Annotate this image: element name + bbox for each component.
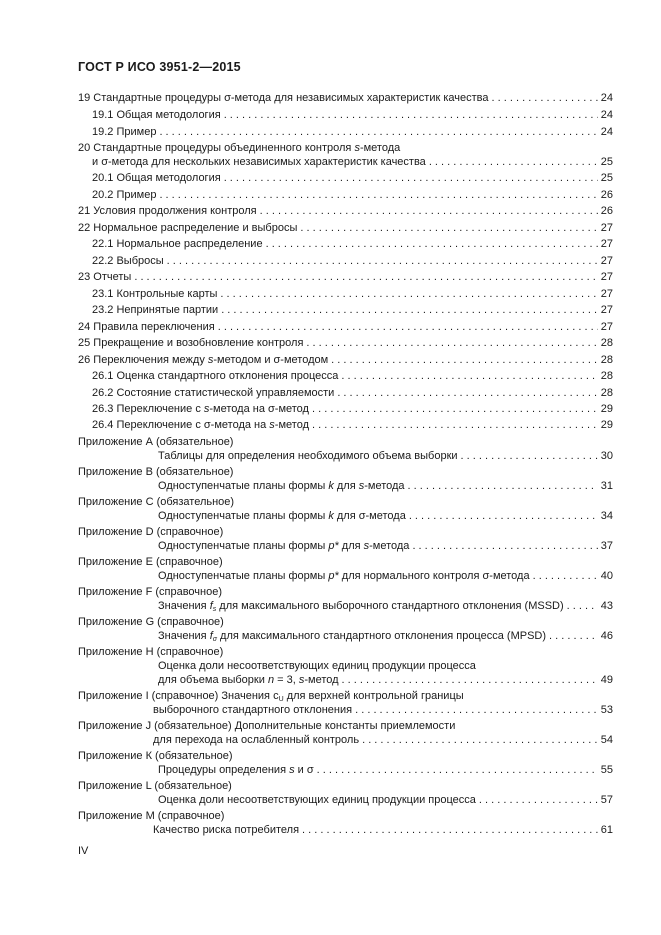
toc-entry-title: 20.2 Пример xyxy=(92,189,157,201)
toc-text: для объема выборки xyxy=(158,674,268,686)
toc-entry-title xyxy=(158,569,530,583)
toc-entry-title: и σ-метода для нескольких независимых характеристик качества xyxy=(92,156,426,168)
toc-text: Одноступенчатые планы формы xyxy=(158,570,329,582)
toc-entry-title xyxy=(158,509,406,523)
toc-entry-title xyxy=(158,479,405,493)
toc-entry-22-1[interactable] xyxy=(92,237,613,251)
toc-entry-21[interactable] xyxy=(78,204,613,218)
toc-entry-appendix-a[interactable] xyxy=(158,449,613,463)
appendix-b-heading: Приложение В (обязательное) xyxy=(78,466,234,478)
toc-entry-26-1[interactable] xyxy=(92,369,613,383)
toc-italic: s xyxy=(269,419,275,431)
toc-entry-20-1[interactable] xyxy=(92,171,613,185)
toc-text: Значения xyxy=(158,630,210,642)
toc-entry-title: выборочного стандартного отклонения xyxy=(153,704,353,716)
toc-entry-page: 55 xyxy=(600,764,613,776)
toc-entry-page: 28 xyxy=(600,387,613,399)
toc-entry-title: 21 Условия продолжения контроля xyxy=(78,205,257,217)
toc-italic: s xyxy=(298,674,305,686)
toc-text: Одноступенчатые планы формы xyxy=(158,480,329,492)
toc-text: для верхней контрольной границы xyxy=(283,690,464,702)
toc-entry-22-2[interactable] xyxy=(92,254,613,268)
appendix-m-heading: Приложение М (справочное) xyxy=(78,810,225,822)
toc-text: для максимального выборочного стандартного отклонения (MSSD) xyxy=(216,600,564,612)
toc-subscript: s xyxy=(212,606,217,613)
toc-entry-title: 22 Нормальное распределение и выбросы xyxy=(78,222,298,234)
toc-entry-page: 28 xyxy=(600,337,613,349)
toc-entry-title xyxy=(92,402,309,416)
appendix-g-heading: Приложение G (справочное) xyxy=(78,616,224,628)
toc-entry-title: для перехода на ослабленный контроль xyxy=(153,734,360,746)
toc-entry-title: 25 Прекращение и возобновление контроля xyxy=(78,337,304,349)
toc-italic: k xyxy=(328,510,334,522)
toc-entry-19[interactable] xyxy=(78,91,613,105)
toc-entry-title: 26.1 Оценка стандартного отклонения процесса xyxy=(92,370,339,382)
toc-text: для xyxy=(333,480,359,492)
toc-text: и σ xyxy=(294,764,314,776)
toc-entry-appendix-h[interactable] xyxy=(158,673,613,687)
toc-entry-appendix-l[interactable] xyxy=(158,793,613,807)
toc-italic: f xyxy=(209,630,213,642)
toc-entry-page: 54 xyxy=(600,734,613,746)
toc-text: -метод xyxy=(304,674,339,686)
toc-italic: n xyxy=(267,674,275,686)
toc-entry-24[interactable] xyxy=(78,320,613,334)
toc-entry-title xyxy=(158,673,339,687)
toc-entry-title: 22.2 Выбросы xyxy=(92,255,164,267)
toc-entry-title xyxy=(78,353,328,367)
toc-entry-20-line1[interactable] xyxy=(78,141,400,155)
appendix-h-heading: Приложение Н (справочное) xyxy=(78,646,224,658)
toc-text: Процедуры определения xyxy=(158,764,290,776)
toc-entry-23-1[interactable] xyxy=(92,287,613,301)
toc-entry-19-2[interactable] xyxy=(92,125,613,139)
toc-entry-26-2[interactable] xyxy=(92,386,613,400)
toc-text: для нормального контроля σ-метода xyxy=(338,570,530,582)
toc-entry-title: 19 Стандартные процедуры σ-метода для независимых характеристик качества xyxy=(78,92,489,104)
toc-italic: k xyxy=(328,480,334,492)
toc-entry-title: 23.1 Контрольные карты xyxy=(92,288,218,300)
toc-italic: s xyxy=(203,403,210,415)
toc-entry-page: 27 xyxy=(600,238,613,250)
toc-text: -метода xyxy=(369,540,410,552)
toc-entry-title xyxy=(158,539,409,553)
toc-entry-page: 24 xyxy=(600,92,613,104)
toc-entry-appendix-b[interactable] xyxy=(158,479,613,493)
toc-entry-appendix-i[interactable] xyxy=(153,703,613,717)
toc-text: -метода xyxy=(364,480,405,492)
toc-entry-title: 24 Правила переключения xyxy=(78,321,215,333)
toc-entry-page: 29 xyxy=(600,403,613,415)
toc-italic: p* xyxy=(328,540,339,552)
appendix-j-heading: Приложение J (обязательное) Дополнительные константы приемлемости xyxy=(78,720,456,732)
appendix-a-heading: Приложение А (обязательное) xyxy=(78,436,234,448)
toc-entry-title: 23.2 Непринятые партии xyxy=(92,304,219,316)
toc-text: Приложение I (справочное) Значения c xyxy=(78,690,279,702)
toc-text: для xyxy=(338,540,364,552)
toc-entry-page: 40 xyxy=(600,570,613,582)
page-number: IV xyxy=(78,845,89,857)
toc-text: Значения xyxy=(158,600,210,612)
toc-subscript: σ xyxy=(212,636,217,643)
appendix-c-heading: Приложение С (обязательное) xyxy=(78,496,235,508)
toc-entry-page: 53 xyxy=(600,704,613,716)
toc-entry-page: 31 xyxy=(600,480,613,492)
toc-entry-page: 24 xyxy=(600,126,613,138)
toc-entry-page: 25 xyxy=(600,156,613,168)
appendix-d-heading: Приложение D (справочное) xyxy=(78,526,224,538)
toc-text: 20 Стандартные процедуры объединенного контроля xyxy=(78,142,355,154)
toc-entry-26[interactable] xyxy=(78,353,613,367)
appendix-e-heading: Приложение Е (справочное) xyxy=(78,556,223,568)
toc-entry-page: 61 xyxy=(600,824,613,836)
appendix-h-title-line1: Оценка доли несоответствующих единиц продукции процесса xyxy=(158,660,476,672)
toc-entry-appendix-m[interactable] xyxy=(153,823,613,837)
toc-entry-appendix-c[interactable] xyxy=(158,509,613,523)
toc-entry-23-2[interactable] xyxy=(92,303,613,317)
toc-entry-page: 26 xyxy=(600,205,613,217)
toc-italic: s xyxy=(289,764,295,776)
toc-entry-page: 34 xyxy=(600,510,613,522)
toc-entry-appendix-e[interactable] xyxy=(158,569,613,583)
toc-entry-23[interactable] xyxy=(78,270,613,284)
toc-italic: s xyxy=(363,540,370,552)
toc-entry-page: 30 xyxy=(600,450,613,462)
appendix-f-heading: Приложение F (справочное) xyxy=(78,586,223,598)
appendix-k-heading: Приложение К (обязательное) xyxy=(78,750,233,762)
toc-text: = 3, xyxy=(274,674,299,686)
toc-subscript: U xyxy=(278,696,284,703)
toc-entry-page: 57 xyxy=(600,794,613,806)
toc-entry-page: 46 xyxy=(600,630,613,642)
toc-entry-page: 37 xyxy=(600,540,613,552)
toc-entry-20-2[interactable] xyxy=(92,188,613,202)
toc-text: 26 Переключения между xyxy=(78,354,208,366)
toc-entry-page: 27 xyxy=(600,255,613,267)
toc-entry-title: Качество риска потребителя xyxy=(153,824,300,836)
toc-italic: s xyxy=(358,480,365,492)
toc-entry-page: 24 xyxy=(600,109,613,121)
toc-entry-page: 27 xyxy=(600,304,613,316)
toc-entry-title xyxy=(158,763,314,777)
toc-entry-title: Оценка доли несоответствующих единиц продукции процесса xyxy=(158,794,476,806)
toc-entry-page: 27 xyxy=(600,271,613,283)
toc-text: Одноступенчатые планы формы xyxy=(158,540,329,552)
toc-entry-appendix-d[interactable] xyxy=(158,539,613,553)
toc-entry-appendix-j[interactable] xyxy=(153,733,613,747)
toc-entry-title: 23 Отчеты xyxy=(78,271,132,283)
toc-entry-title xyxy=(92,418,309,432)
appendix-l-heading: Приложение L (обязательное) xyxy=(78,780,232,792)
toc-entry-20[interactable] xyxy=(92,155,613,169)
toc-text: -метод xyxy=(274,419,309,431)
appendix-i-heading xyxy=(78,689,464,703)
toc-entry-page: 28 xyxy=(600,370,613,382)
toc-text: -метода xyxy=(359,142,401,154)
toc-entry-19-1[interactable] xyxy=(92,108,613,122)
toc-entry-appendix-g[interactable] xyxy=(158,629,613,643)
toc-text: -метода на σ-метод xyxy=(209,403,309,415)
toc-entry-title: 19.2 Пример xyxy=(92,126,157,138)
toc-entry-title: Таблицы для определения необходимого объема выборки xyxy=(158,450,458,462)
toc-entry-22[interactable] xyxy=(78,221,613,235)
toc-italic: s xyxy=(207,354,214,366)
toc-entry-title: 20.1 Общая методология xyxy=(92,172,221,184)
toc-entry-page: 27 xyxy=(600,288,613,300)
toc-entry-page: 49 xyxy=(600,674,613,686)
toc-entry-page: 28 xyxy=(600,354,613,366)
toc-text: для σ-метода xyxy=(333,510,406,522)
toc-entry-page: 27 xyxy=(600,222,613,234)
toc-entry-title: 19.1 Общая методология xyxy=(92,109,221,121)
toc-entry-page: 43 xyxy=(600,600,613,612)
toc-entry-page: 26 xyxy=(600,189,613,201)
toc-text: 26.3 Переключение с xyxy=(92,403,204,415)
document-header: ГОСТ Р ИСО 3951-2—2015 xyxy=(78,60,241,74)
toc-entry-page: 29 xyxy=(600,419,613,431)
toc-entry-appendix-f[interactable] xyxy=(158,599,613,613)
toc-entry-26-3[interactable] xyxy=(92,402,613,416)
toc-text: Одноступенчатые планы формы xyxy=(158,510,329,522)
toc-text: 26.4 Переключение с σ-метода на xyxy=(92,419,270,431)
toc-text: для максимального стандартного отклонения процесса (MPSD) xyxy=(216,630,547,642)
toc-entry-26-4[interactable] xyxy=(92,418,613,432)
toc-entry-page: 27 xyxy=(600,321,613,333)
toc-italic: f xyxy=(209,600,213,612)
toc-italic: s xyxy=(354,142,360,154)
toc-entry-25[interactable] xyxy=(78,336,613,350)
toc-text: -методом и σ-методом xyxy=(213,354,329,366)
toc-entry-page: 25 xyxy=(600,172,613,184)
toc-entry-title: 26.2 Состояние статистической управляемости xyxy=(92,387,335,399)
toc-entry-title: 22.1 Нормальное распределение xyxy=(92,238,263,250)
toc-entry-appendix-k[interactable] xyxy=(158,763,613,777)
toc-italic: p* xyxy=(328,570,339,582)
